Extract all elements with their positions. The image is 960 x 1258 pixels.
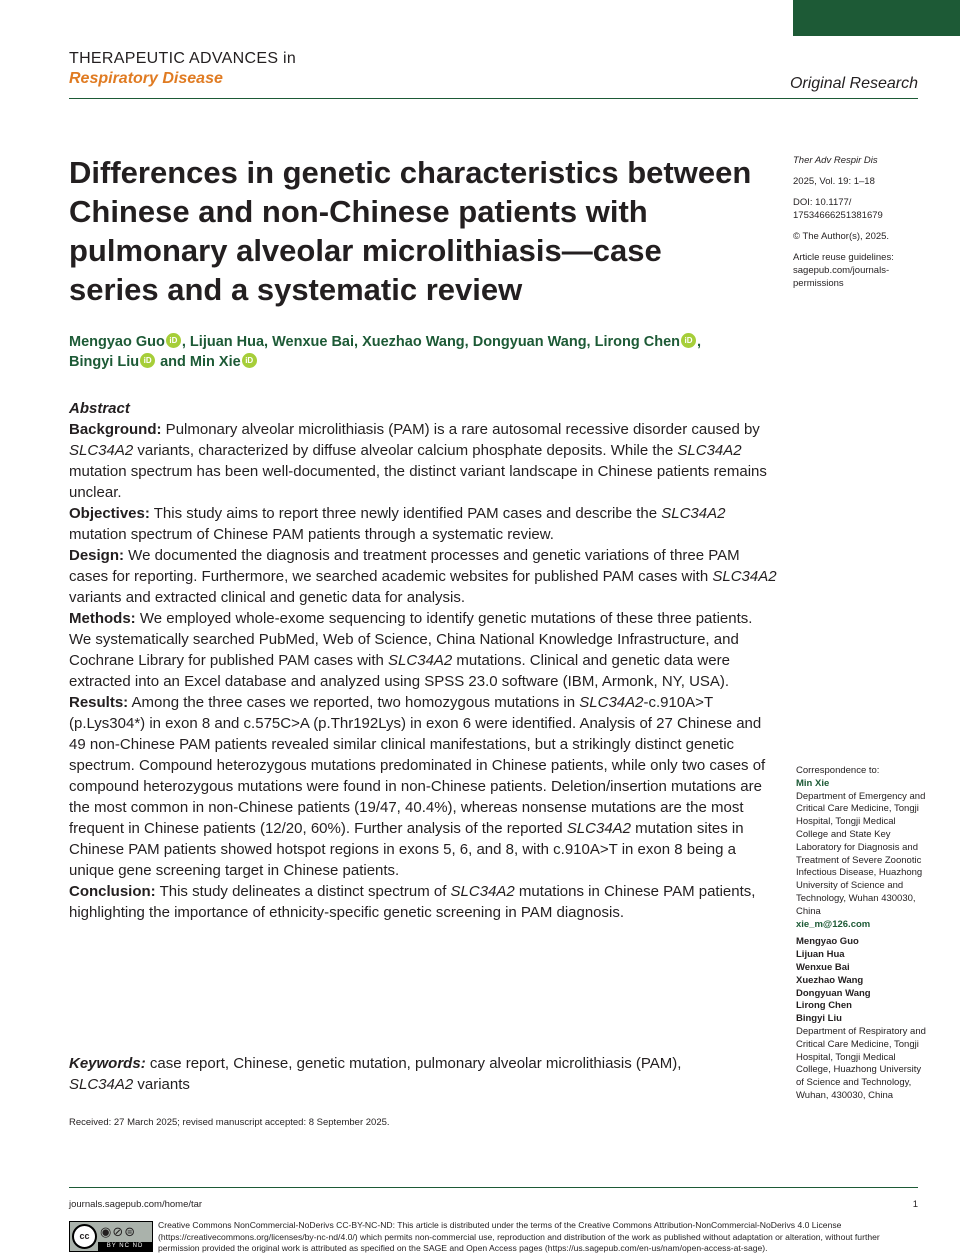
license-text: Creative Commons NonCommercial-NoDerivs CC-BY-NC-ND: This article is distributed under the terms of the Creative Commons Attribution-NonCommercial-NoDerivs 4.0 License (https://creativecommons.org/licenses/by-nc-nd/4.0/) which permits non-commercial use, reproduction and distribution of the work as published without adaptation or alteration, without further permission provided the original work is attributed as specified on the SAGE and Open Access pages (https://us.sagepub.com/en-us/nam/open-access-at-sage). xyxy=(158,1220,880,1253)
article-title: Differences in genetic characteristics between Chinese and non-Chinese patients with pulmonary alveolar microlithiasis—case series and a systematic review xyxy=(69,155,752,307)
author-name[interactable]: Mengyao Guo xyxy=(69,334,165,350)
orcid-icon[interactable]: iD xyxy=(681,333,696,348)
volume-info: 2025, Vol. 19: 1–18 xyxy=(793,176,875,187)
coauthor-name: Lijuan Hua xyxy=(796,949,845,961)
abstract-methods: Methods: We employed whole-exome sequencing to identify genetic mutations of these three patients. We systematically searched PubMed, Web of Science, China National Knowledge Infrastructure, and Cochrane Library for published PAM cases with SLC34A2 mutations. Clinical and genetic data were extracted into an Excel database and analyzed using SPSS 23.0 software (IBM, Armonk, NY, USA). xyxy=(69,610,753,690)
abstract-objectives: Objectives: This study aims to report three newly identified PAM cases and describe the SLC34A2 mutation spectrum of Chinese PAM patients through a systematic review. xyxy=(69,505,726,543)
abstract-results: Results: Among the three cases we reported, two homozygous mutations in SLC34A2-c.910A>T (p.Lys304*) in exon 8 and c.575C>A (p.Thr192Lys) in exon 6 were identified. Analysis of 27 Chinese and 49 non-Chinese PAM patients revealed similar clinical manifestations, but a strikingly distinct genetic spectrum. Compound heterozygous mutations predominated in Chinese patients, while only two cases of compound heterozygous mutations were found in non-Chinese patients. Deletion/insertion mutations are the most common in non-Chinese patients (19/47, 40.4%), whereas nonsense mutations are the most frequent in Chinese patients (12/20, 60%). Further analysis of the reported SLC34A2 mutation sites in Chinese PAM patients showed hotspot regions in exons 5, 6, and 8, with c.910A>T in exon 8 being a unique gene screening target in Chinese patients. xyxy=(69,694,766,879)
copyright: © The Author(s), 2025. xyxy=(793,231,890,242)
abstract-design: Design: We documented the diagnosis and treatment processes and genetic variations of three PAM cases for reporting. Furthermore, we searched academic websites for published PAM cases with SLC34A2 variants and extracted clinical and genetic data for analysis. xyxy=(69,547,777,606)
orcid-icon[interactable]: iD xyxy=(140,353,155,368)
footer-divider xyxy=(69,1187,918,1188)
corner-accent-bar xyxy=(793,0,960,36)
journal-name: THERAPEUTIC ADVANCES in xyxy=(69,50,297,67)
coauthor-name: Dongyuan Wang xyxy=(796,987,871,999)
corresponding-author: Min Xie xyxy=(796,777,830,789)
abstract-background: Background: Pulmonary alveolar microlithiasis (PAM) is a rare autosomal recessive disorder caused by SLC34A2 variants, characterized by diffuse alveolar calcium phosphate deposits. While the SLC34A2 mutation spectrum has been well-documented, the distinct variant landscape in Chinese patients remains unclear. xyxy=(69,421,767,501)
license-badge-label: BY NC ND xyxy=(98,1242,152,1251)
received-dates: Received: 27 March 2025; revised manuscript accepted: 8 September 2025. xyxy=(69,1117,390,1128)
journal-url[interactable]: journals.sagepub.com/home/tar xyxy=(69,1199,203,1210)
author-names: and Min Xie xyxy=(156,354,241,370)
cc-logo-icon: cc xyxy=(72,1224,97,1249)
journal-abbrev: Ther Adv Respir Dis xyxy=(793,155,878,166)
reuse-guidelines[interactable]: Article reuse guidelines: sagepub.com/journals-permissions xyxy=(793,252,894,289)
author-names: , Lijuan Hua, Wenxue Bai, Xuezhao Wang, Dongyuan Wang, Lirong Chen xyxy=(181,334,680,350)
page-number: 1 xyxy=(912,1199,918,1210)
keywords-label: Keywords: xyxy=(69,1055,146,1072)
coauthor-name: Wenxue Bai xyxy=(796,961,850,973)
article-meta xyxy=(793,154,933,298)
license-icons: ◉⊘⊜ xyxy=(100,1224,137,1239)
journal-subtitle: Respiratory Disease xyxy=(69,70,223,87)
coauthor-name: Bingyi Liu xyxy=(796,1013,842,1025)
doi[interactable]: DOI: 10.1177/ 17534666251381679 xyxy=(793,197,883,221)
abstract-conclusion: Conclusion: This study delineates a distinct spectrum of SLC34A2 mutations in Chinese PAM patients, highlighting the importance of ethnicity-specific genetic screening in PAM diagnosis. xyxy=(69,883,756,921)
cc-license-badge[interactable] xyxy=(69,1221,153,1252)
coauthor-name: Mengyao Guo xyxy=(796,936,859,948)
header-divider xyxy=(69,98,918,99)
correspondence-affiliation: Department of Emergency and Critical Care Medicine, Tongji Hospital, Tongji Medical College and State Key Laboratory for Diagnosis and Treatment of Severe Zoonotic Infectious Disease, Huazhong University of Science and Technology, Wuhan 430030, China xyxy=(796,790,926,917)
correspondence-email[interactable]: xie_m@126.com xyxy=(796,918,871,930)
coauthor-name: Xuezhao Wang xyxy=(796,974,864,986)
abstract xyxy=(69,398,777,923)
abstract-heading: Abstract xyxy=(69,400,130,417)
author-list: Mengyao Guo iD , Lijuan Hua, Wenxue Bai, Xuezhao Wang, Dongyuan Wang, Lirong Chen iD , Bingyi Liu iD and Min Xie iD xyxy=(69,334,702,370)
coauthor-affiliation: Department of Respiratory and Critical Care Medicine, Tongji Hospital, Tongji Medical College, Huazhong University of Science and Technology, Wuhan, 430030, China xyxy=(796,1025,926,1101)
author-name[interactable]: Bingyi Liu xyxy=(69,354,140,370)
orcid-icon[interactable]: iD xyxy=(242,353,257,368)
coauthor-name: Lirong Chen xyxy=(796,1000,852,1012)
keywords: Keywords: case report, Chinese, genetic mutation, pulmonary alveolar microlithiasis (PAM), SLC34A2 variants xyxy=(69,1055,682,1093)
article-type: Original Research xyxy=(789,75,918,92)
orcid-icon[interactable]: iD xyxy=(166,333,181,348)
correspondence-block xyxy=(796,765,926,1103)
correspondence-label: Correspondence to: xyxy=(796,765,880,776)
